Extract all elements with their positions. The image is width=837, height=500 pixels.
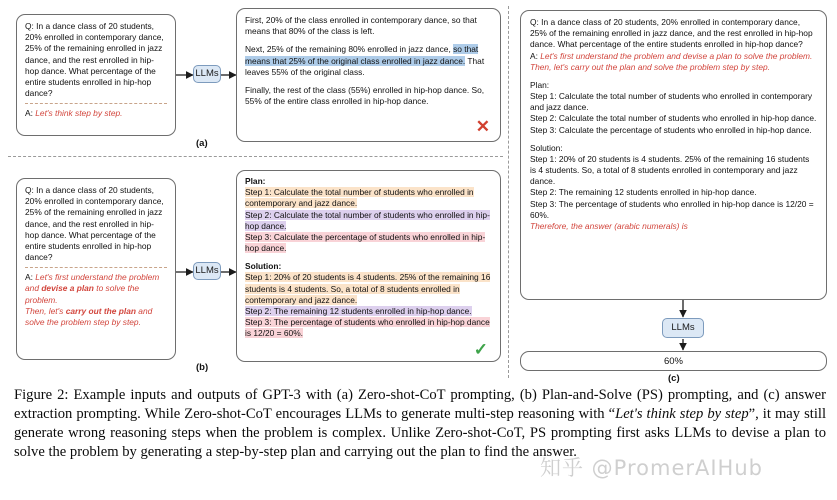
panel-b-answer-line <box>25 272 167 306</box>
llm-box-a <box>193 65 221 83</box>
spacer <box>245 254 492 261</box>
answer-prefix: A: <box>25 108 33 119</box>
llm-box-b <box>193 262 221 280</box>
panel-b-trigger-line2 <box>25 306 167 328</box>
panel-c-plan-step-3: Step 3: Calculate the percentage of students who enrolled in hip-hop dance. <box>530 124 812 135</box>
ps-trigger-carry-out: carry out the plan <box>65 305 136 316</box>
para2-lead: Next, 25% of the remaining 80% enrolled in jazz dance, <box>245 44 454 55</box>
panel-divider-horizontal <box>8 156 503 157</box>
final-answer: 60% <box>663 356 683 367</box>
para2-tail: That leaves 55% of the original class. <box>245 55 485 77</box>
panel-a-output-box <box>236 8 501 142</box>
figure-caption <box>14 386 826 462</box>
answer-extraction-trigger: Therefore, the answer (arabic numerals) is <box>530 220 688 231</box>
panel-c-solution-step-2: Step 2: The remaining 12 students enrolled in hip-hop dance. <box>530 187 757 198</box>
ps-trigger-1c: to solve the problem. <box>25 283 140 305</box>
caption-italic-trigger: Let's think step by step <box>615 405 749 422</box>
prompt-divider <box>25 267 167 268</box>
wrong-reasoning-highlight: so that means that 25% of the original class enrolled in jazz dance. <box>245 44 479 66</box>
panel-label-a: (a) <box>196 138 208 149</box>
panel-a-out-para1: First, 20% of the class enrolled in contemporary dance, so that means that 80% of the class is left. <box>245 15 477 37</box>
panel-a-input-box <box>16 14 176 136</box>
caption-part-2: ”, it may still generate wrong reasoning steps when the problem is complex. Unlike Zero-shot-CoT, PS prompting first asks LLMs to devise a plan to solve the problem by generating a step-by-step plan and carrying out the plan to find the answer. <box>14 405 826 460</box>
panel-c-input-box <box>520 10 827 300</box>
panel-c-plan-heading: Plan: <box>530 79 550 90</box>
panel-c-answer-box <box>520 351 827 371</box>
panel-a-out-para3: Finally, the rest of the class (55%) enrolled in hip-hop dance. So, 55% of the entire class enrolled in hip-hop dance. <box>245 84 485 107</box>
plan-step-3: Step 3: Calculate the percentage of students who enrolled in hip-hop dance. <box>245 231 486 254</box>
panel-a-question: Q: In a dance class of 20 students, 20% enrolled in contemporary dance, 25% of the remaining enrolled in jazz dance, and the rest enrolled in hip-hop dance. What percentage of the entire students enrolled in hip-hop dance? <box>25 21 164 99</box>
panel-c-plan-step-2: Step 2: Calculate the total number of students who enrolled in hip-hop dance. <box>530 113 817 124</box>
ps-trigger-devise-plan: devise a plan <box>41 283 94 294</box>
plan-step-1: Step 1: Calculate the total number of students who enrolled in contemporary and jazz dance. <box>245 187 474 209</box>
llm-label: LLMs <box>195 265 219 276</box>
ps-trigger-1a: Let's first understand the <box>35 272 130 283</box>
panel-c-question: Q: In a dance class of 20 students, 20% enrolled in contemporary dance, 25% of the remaining enrolled in jazz dance, and the rest enrolled in hip-hop dance. What percentage of the entire students enrolled in hip-hop dance? <box>530 17 813 50</box>
panel-b-question: Q: In a dance class of 20 students, 20% enrolled in contemporary dance, 25% of the remaining enrolled in jazz dance, and the rest enrolled in hip-hop dance. What percentage of the entire students enrolled in hip-hop dance? <box>25 185 164 263</box>
panel-c-trigger-line-2: Then, let's carry out the plan and solve the problem step by step. <box>530 61 770 72</box>
prompt-divider <box>25 103 167 104</box>
solution-step-3: Step 3: The percentage of students who enrolled in hip-hop dance is 12/20 = 60%. <box>245 317 490 339</box>
ps-trigger-1b: problem and <box>25 272 160 294</box>
solution-heading: Solution: <box>245 261 282 272</box>
panel-b-output-box <box>236 170 501 362</box>
panel-c-solution-step-3: Step 3: The percentage of students who enrolled in hip-hop dance is 12/20 = 60%. <box>530 198 814 220</box>
panel-divider-vertical <box>508 6 509 378</box>
llm-label: LLMs <box>671 322 695 333</box>
ps-trigger-2a: Then, let's <box>25 305 66 316</box>
plan-step-2: Step 2: Calculate the total number of students who enrolled in hip-hop dance. <box>245 209 490 231</box>
panel-label-b: (b) <box>196 362 209 373</box>
panel-a-answer-line <box>25 108 167 119</box>
ps-trigger-line-1: Let's first understand the problem and devise a plan to solve the problem. <box>540 50 813 61</box>
spacer <box>245 37 492 44</box>
cross-icon: ✕ <box>475 117 490 136</box>
solution-step-2: Step 2: The remaining 12 students enrolled in hip-hop dance. <box>245 305 472 316</box>
panel-b-input-box <box>16 178 176 360</box>
check-icon: ✓ <box>473 340 488 359</box>
solution-step-1: Step 1: 20% of 20 students is 4 students. 25% of the remaining 16 students is 4 students. So, a total of 8 students enrolled in contemporary and jazz dance. <box>245 272 491 305</box>
panel-c-solution-heading: Solution: <box>530 142 563 153</box>
panel-c-solution-step-1: Step 1: 20% of 20 students is 4 students. 25% of the remaining 16 students is 4 students. So, a total of 8 students enrolled in contemporary and jazz dance. <box>530 153 810 187</box>
plan-heading: Plan: <box>245 176 266 186</box>
answer-prefix: A: <box>530 50 538 61</box>
spacer <box>530 136 817 143</box>
answer-prefix: A: <box>25 272 33 283</box>
llm-box-c <box>662 318 704 338</box>
panel-label-c: (c) <box>668 373 680 384</box>
spacer <box>245 78 492 85</box>
caption-part-1: Figure 2: Example inputs and outputs of GPT-3 with (a) Zero-shot-CoT prompting, (b) Plan-and-Solve (PS) prompting, and (c) answer extraction prompting. While Zero-shot-CoT encourages LLMs to generate multi-step reasoning with “ <box>14 387 826 422</box>
panel-c-plan-step-1: Step 1: Calculate the total number of students who enrolled in contemporary and jazz dance. <box>530 91 813 113</box>
watermark: 知乎 @PromerAIHub <box>540 456 763 480</box>
zero-shot-cot-trigger: Let's think step by step. <box>35 108 123 119</box>
panel-a-out-para2 <box>245 44 492 78</box>
panel-c-answer-line <box>530 51 817 62</box>
ps-trigger-2b: and solve the problem step by step. <box>25 305 153 327</box>
spacer <box>530 73 817 80</box>
llm-label: LLMs <box>195 68 219 79</box>
